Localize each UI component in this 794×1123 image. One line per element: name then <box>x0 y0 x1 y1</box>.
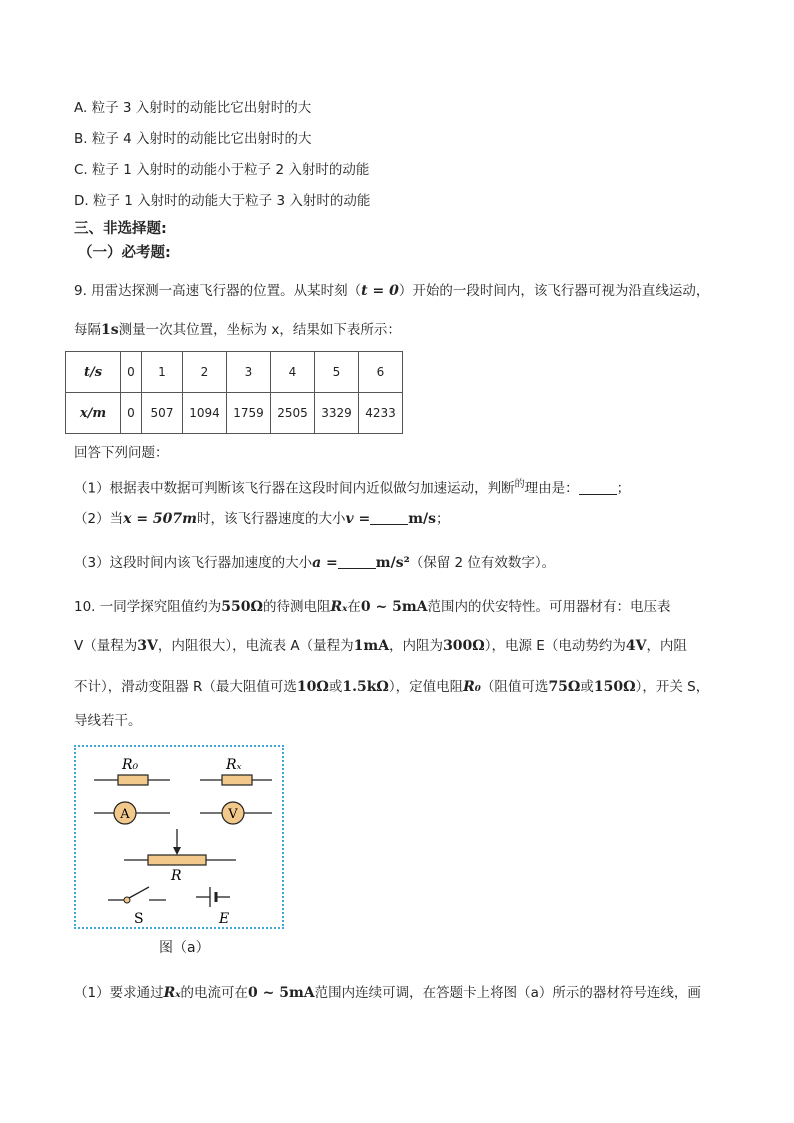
table-cell: 2 <box>183 352 227 393</box>
section-subtitle: （一）必考题: <box>78 245 171 261</box>
circuit-symbols <box>76 747 282 927</box>
table-cell: 3 <box>227 352 271 393</box>
rheostat-symbol <box>148 855 206 865</box>
table-cell: 1 <box>142 352 183 393</box>
q9-part3: （3）这段时间内该飞行器加速度的大小a = m/s²（保留 2 位有效数字）。 <box>74 555 556 571</box>
resistor-rx-symbol <box>222 775 252 785</box>
table-cell: 6 <box>359 352 403 393</box>
table-cell: 2505 <box>271 393 315 434</box>
section-title: 三、非选择题: <box>74 221 167 237</box>
label-r: R <box>171 868 182 884</box>
table-cell: 5 <box>315 352 359 393</box>
answer-blank[interactable] <box>579 480 617 495</box>
q10-part1: （1）要求通过Rₓ的电流可在0 ~ 5mA范围内连续可调，在答题卡上将图（a）所示的器材符号连线，画 <box>74 985 701 1001</box>
resistor-r0-symbol <box>118 775 148 785</box>
q9-data-table <box>65 351 403 434</box>
q10-line1: 10. 一同学探究阻值约为550Ω的待测电阻Rₓ在0 ~ 5mA范围内的伏安特性。可用器材有：电压表 <box>74 599 671 615</box>
answer-blank[interactable] <box>370 510 408 525</box>
table-cell: 4 <box>271 352 315 393</box>
q9-part2: （2）当x = 507m时，该飞行器速度的大小v = m/s； <box>74 511 450 527</box>
circuit-components-figure <box>74 745 284 929</box>
table-cell: t/s <box>66 352 121 393</box>
arrow-head-icon <box>173 847 181 855</box>
label-a: A <box>120 807 130 822</box>
answer-blank[interactable] <box>338 554 376 569</box>
answer-prompt: 回答下列问题： <box>74 445 169 461</box>
figure-caption: 图（a） <box>159 940 210 956</box>
q10-line3: 不计），滑动变阻器 R（最大阻值可选10Ω或1.5kΩ），定值电阻R₀（阻值可选75Ω或150Ω），开关 S， <box>74 679 710 695</box>
label-rx: Rₓ <box>226 757 242 773</box>
table-cell: 3329 <box>315 393 359 434</box>
q10-line4: 导线若干。 <box>74 713 142 729</box>
option-c: C. 粒子 1 入射时的动能小于粒子 2 入射时的动能 <box>74 162 370 178</box>
switch-blade <box>129 887 149 898</box>
q9-intro: 9. 用雷达探测一高速飞行器的位置。从某时刻（t = 0）开始的一段时间内，该飞行器可视为沿直线运动， <box>74 283 710 299</box>
label-v: V <box>228 807 238 822</box>
table-cell: 1094 <box>183 393 227 434</box>
table-cell: 507 <box>142 393 183 434</box>
label-e: E <box>219 911 230 927</box>
table-cell: 4233 <box>359 393 403 434</box>
q9-part1: （1）根据表中数据可判断该飞行器在这段时间内近似做匀加速运动，判断$^的$理由是： ； <box>74 479 631 497</box>
t-zero-math: t = 0 <box>361 283 399 299</box>
q10-line2: V（量程为3V，内阻很大），电流表 A（量程为1mA，内阻为300Ω），电源 E（电动势约为4V，内阻 <box>74 638 687 654</box>
option-d: D. 粒子 1 入射时的动能大于粒子 3 入射时的动能 <box>74 193 371 209</box>
table-cell: x/m <box>66 393 121 434</box>
table-cell: 0 <box>121 352 142 393</box>
option-a: A. 粒子 3 入射时的动能比它出射时的大 <box>74 100 312 116</box>
option-b: B. 粒子 4 入射时的动能比它出射时的大 <box>74 131 312 147</box>
label-r0: R₀ <box>122 757 139 773</box>
table-cell: 0 <box>121 393 142 434</box>
table-cell: 1759 <box>227 393 271 434</box>
label-s: S <box>134 911 144 927</box>
interval-math: 1s <box>101 322 119 338</box>
table-row-position <box>66 393 403 434</box>
q9-line2: 每隔1s测量一次其位置，坐标为 x，结果如下表所示： <box>74 322 401 338</box>
table-row-time <box>66 352 403 393</box>
